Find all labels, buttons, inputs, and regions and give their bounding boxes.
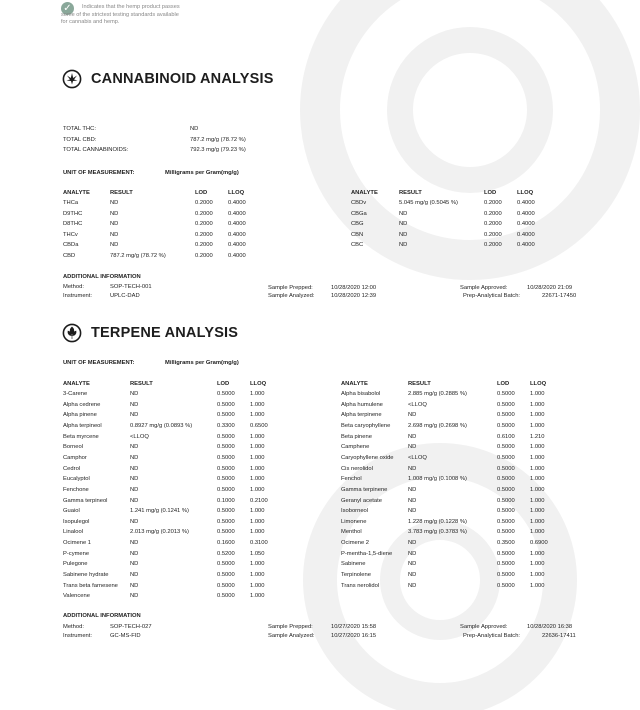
batch-value: 22671-17450 [542, 293, 577, 299]
total-label: TOTAL CBD: [63, 137, 97, 143]
table-cell: 0.5000 [217, 508, 235, 515]
table-cell: 0.2000 [195, 253, 213, 259]
sample-approved-label: Sample Approved: [460, 285, 508, 291]
total-value: 787.2 mg/g (78.72 %) [190, 137, 246, 143]
table-cell: ND [130, 486, 139, 493]
table-cell: Isopulegol [63, 518, 90, 525]
table-cell: 1.000 [250, 391, 265, 397]
instrument-value: UPLC-DAD [110, 293, 140, 299]
table-cell: 0.5000 [497, 497, 515, 504]
table-cell: Alpha terpineol [63, 422, 102, 429]
table-cell: 1.000 [530, 550, 545, 557]
table-cell: Alpha humulene [341, 401, 383, 408]
table-cell: ND [408, 465, 417, 472]
table-cell: Beta caryophyllene [341, 422, 391, 429]
column-header-analyte: ANALYTE [341, 381, 368, 387]
table-cell: CBC [351, 242, 364, 249]
table-cell: ND [110, 200, 119, 206]
cannabis-leaf-icon [62, 69, 82, 89]
table-cell: 1.000 [250, 401, 265, 408]
batch-label: Prep-Analytical Batch: [463, 633, 521, 639]
column-header-result: RESULT [130, 381, 153, 387]
table-cell: 0.5000 [217, 465, 235, 472]
table-cell: ND [399, 231, 408, 238]
table-cell: 0.2000 [484, 200, 502, 206]
table-cell: Valencene [63, 593, 90, 600]
column-header-lod: LOD [217, 381, 230, 387]
table-cell: 1.000 [530, 486, 545, 493]
table-cell: 0.5000 [497, 486, 515, 493]
table-cell: 0.5000 [217, 561, 235, 568]
table-cell: 1.000 [530, 582, 545, 589]
table-cell: Ocimene 2 [341, 540, 370, 547]
table-cell: 0.4000 [228, 253, 246, 259]
column-header-lod: LOD [484, 190, 497, 196]
table-cell: 0.5000 [497, 401, 515, 408]
table-cell: 0.6100 [497, 433, 515, 440]
table-cell: ND [408, 433, 417, 440]
table-cell: 1.241 mg/g (0.1241 %) [130, 508, 189, 515]
table-cell: 1.000 [250, 433, 265, 440]
table-cell: Trans beta farnesene [63, 582, 118, 589]
table-cell: Pulegone [63, 561, 88, 568]
sample-analyzed-label: Sample Analyzed: [268, 633, 315, 639]
table-cell: 0.5200 [217, 550, 235, 557]
table-cell: 0.2000 [195, 221, 213, 228]
table-cell: 0.4000 [228, 210, 246, 217]
table-cell: 0.5000 [497, 412, 515, 419]
total-value: 792.3 mg/g (79.23 %) [190, 147, 246, 153]
table-cell: 0.4000 [517, 242, 535, 249]
table-cell: Cedrol [63, 465, 81, 472]
table-cell: 2.698 mg/g (0.2698 %) [408, 422, 467, 429]
table-cell: 0.5000 [497, 529, 515, 536]
table-cell: 0.5000 [217, 518, 235, 525]
table-cell: 0.5000 [217, 486, 235, 493]
table-cell: Alpha cedrene [63, 401, 101, 408]
table-cell: 0.5000 [217, 412, 235, 419]
table-cell: 0.8927 mg/g (0.0893 %) [130, 422, 193, 429]
table-cell: 787.2 mg/g (78.72 %) [110, 253, 166, 259]
table-cell: Trans nerolidol [341, 582, 380, 589]
column-header-analyte: ANALYTE [63, 381, 90, 387]
column-header-lod: LOD [195, 190, 208, 196]
table-cell: 1.000 [250, 465, 265, 472]
instrument-label: Instrument: [63, 293, 92, 299]
table-cell: P-cymene [63, 550, 90, 557]
table-cell: THCa [63, 200, 79, 206]
table-cell: Isoborneol [341, 508, 369, 515]
table-cell: 1.000 [250, 476, 265, 483]
table-cell: 0.5000 [217, 572, 235, 579]
table-cell: 0.4000 [228, 200, 246, 206]
table-cell: 0.1000 [217, 497, 235, 504]
table-cell: 1.000 [250, 572, 265, 579]
method-label: Method: [63, 624, 84, 630]
additional-info-heading: ADDITIONAL INFORMATION [63, 274, 141, 280]
table-cell: 0.2100 [250, 497, 268, 504]
unit-value: Milligrams per Gram(mg/g) [165, 170, 239, 176]
table-cell: 0.5000 [217, 391, 235, 397]
table-cell: ND [130, 582, 139, 589]
table-cell: Caryophyllene oxide [341, 454, 394, 461]
sample-analyzed-label: Sample Analyzed: [268, 293, 315, 299]
table-cell: 0.4000 [517, 210, 535, 217]
table-cell: 0.5000 [217, 529, 235, 536]
additional-info-heading: ADDITIONAL INFORMATION [63, 613, 141, 619]
table-cell: 1.000 [530, 518, 545, 525]
table-cell: Sabinene [341, 561, 366, 568]
table-cell: 0.4000 [228, 231, 246, 238]
unit-value: Milligrams per Gram(mg/g) [165, 360, 239, 366]
column-header-lod: LOD [497, 381, 510, 387]
batch-label: Prep-Analytical Batch: [463, 293, 521, 299]
table-cell: 0.2000 [484, 210, 502, 217]
table-cell: 0.2000 [195, 231, 213, 238]
table-cell: Fenchol [341, 476, 362, 483]
table-cell: 0.3500 [497, 540, 515, 547]
column-header-result: RESULT [408, 381, 431, 387]
table-cell: ND [130, 518, 139, 525]
table-cell: D9THC [63, 210, 83, 217]
table-cell: 5.045 mg/g (0.5045 %) [399, 200, 458, 206]
table-cell: <LLOQ [408, 454, 427, 461]
table-cell: ND [408, 572, 417, 579]
sample-approved-value: 10/28/2020 21:09 [527, 285, 573, 291]
sample-prepped-label: Sample Prepped: [268, 624, 313, 630]
table-cell: 1.000 [530, 422, 545, 429]
total-value: ND [190, 126, 199, 132]
table-cell: 0.5000 [497, 465, 515, 472]
column-header-result: RESULT [399, 190, 422, 196]
table-cell: ND [110, 231, 119, 238]
table-cell: 0.4000 [228, 242, 246, 249]
table-cell: 1.000 [530, 572, 545, 579]
table-cell: ND [408, 508, 417, 515]
table-cell: ND [399, 221, 408, 228]
table-cell: ND [130, 401, 139, 408]
table-cell: ND [130, 550, 139, 557]
table-cell: ND [408, 540, 417, 547]
table-cell: 1.000 [250, 454, 265, 461]
table-cell: Gamma terpinene [341, 486, 388, 493]
method-value: SOP-TECH-027 [110, 624, 152, 630]
table-cell: ND [130, 476, 139, 483]
table-cell: Camphor [63, 454, 87, 461]
column-header-lloq: LLOQ [250, 381, 267, 387]
table-cell: 0.5000 [497, 454, 515, 461]
table-cell: Gamma terpineol [63, 497, 108, 504]
table-cell: 0.5000 [497, 444, 515, 451]
total-label: TOTAL THC: [63, 126, 96, 132]
table-cell: 1.000 [530, 497, 545, 504]
table-cell: Menthol [341, 529, 362, 536]
column-header-analyte: ANALYTE [351, 190, 378, 196]
table-cell: 0.1600 [217, 540, 235, 547]
table-cell: ND [408, 561, 417, 568]
table-cell: Fenchone [63, 486, 89, 493]
table-cell: Guaiol [63, 508, 80, 515]
table-cell: 0.2000 [484, 242, 502, 249]
sample-approved-value: 10/28/2020 16:38 [527, 624, 573, 630]
table-cell: CBD [63, 253, 76, 259]
terpene-flower-icon [62, 323, 82, 343]
sample-prepped-value: 10/27/2020 15:58 [331, 624, 377, 630]
instrument-label: Instrument: [63, 633, 92, 639]
sample-prepped-value: 10/28/2020 12:00 [331, 285, 377, 291]
sample-prepped-label: Sample Prepped: [268, 285, 313, 291]
table-cell: 0.4000 [228, 221, 246, 228]
table-cell: ND [408, 412, 417, 419]
table-cell: 1.000 [530, 508, 545, 515]
table-cell: ND [408, 550, 417, 557]
table-cell: D8THC [63, 221, 83, 228]
table-cell: ND [110, 210, 119, 217]
table-cell: P-mentha-1,5-diene [341, 550, 393, 557]
table-cell: ND [130, 561, 139, 568]
table-cell: 1.000 [250, 582, 265, 589]
table-cell: ND [110, 221, 119, 228]
table-cell: ND [130, 444, 139, 451]
column-header-lloq: LLOQ [517, 190, 534, 196]
table-cell: <LLOQ [130, 433, 149, 440]
column-header-lloq: LLOQ [228, 190, 245, 196]
table-cell: 1.228 mg/g (0.1228 %) [408, 518, 467, 525]
sample-approved-label: Sample Approved: [460, 624, 508, 630]
table-cell: 0.6500 [250, 422, 268, 429]
table-cell: 0.5000 [497, 550, 515, 557]
table-cell: ND [399, 242, 408, 249]
table-cell: 0.2000 [484, 221, 502, 228]
table-cell: 0.4000 [517, 231, 535, 238]
table-cell: 0.5000 [497, 518, 515, 525]
table-cell: 0.5000 [497, 508, 515, 515]
unit-label: UNIT OF MEASUREMENT: [63, 360, 135, 366]
table-cell: <LLOQ [408, 401, 427, 408]
table-cell: ND [130, 497, 139, 504]
table-cell: 0.5000 [217, 476, 235, 483]
table-cell: 0.2000 [195, 200, 213, 206]
table-cell: Limonene [341, 518, 367, 525]
pass-check-icon: ✓ [61, 2, 74, 15]
table-cell: Alpha pinene [63, 412, 97, 419]
table-cell: 1.000 [530, 412, 545, 419]
table-cell: 1.210 [530, 433, 545, 440]
table-cell: 3.783 mg/g (0.3783 %) [408, 529, 467, 536]
table-cell: 0.5000 [217, 433, 235, 440]
table-cell: ND [408, 444, 417, 451]
terpene-analysis-title: TERPENE ANALYSIS [91, 325, 239, 341]
table-cell: 0.4000 [517, 221, 535, 228]
table-cell: ND [399, 210, 408, 217]
table-cell: 1.000 [530, 444, 545, 451]
total-label: TOTAL CANNABINOIDS: [63, 147, 129, 153]
table-cell: Eucalyptol [63, 476, 90, 483]
table-cell: 0.5000 [497, 582, 515, 589]
legend-text-line: for cannabis and hemp. [61, 19, 120, 25]
table-cell: ND [130, 593, 139, 600]
method-label: Method: [63, 284, 84, 290]
unit-label: UNIT OF MEASUREMENT: [63, 170, 135, 176]
table-cell: Terpinolene [341, 572, 371, 579]
table-cell: 1.000 [250, 529, 265, 536]
table-cell: 1.000 [250, 593, 265, 600]
table-cell: 1.000 [530, 476, 545, 483]
legend-text-line: Indicates that the hemp product passes [82, 4, 180, 10]
table-cell: 0.5000 [217, 593, 235, 600]
table-cell: CBG [351, 221, 364, 228]
table-cell: Beta pinene [341, 433, 372, 440]
table-cell: 2.013 mg/g (0.2013 %) [130, 529, 189, 536]
table-cell: 0.2000 [484, 231, 502, 238]
method-value: SOP-TECH-001 [110, 284, 152, 290]
legend-text-line: some of the strictest testing standards available [61, 12, 179, 18]
table-cell: Beta myrcene [63, 433, 99, 440]
table-cell: 0.4000 [517, 200, 535, 206]
table-cell: Sabinene hydrate [63, 572, 109, 579]
table-cell: 0.5000 [217, 582, 235, 589]
table-cell: 1.000 [530, 465, 545, 472]
table-cell: 1.000 [530, 401, 545, 408]
column-header-analyte: ANALYTE [63, 190, 90, 196]
table-cell: 0.5000 [497, 572, 515, 579]
table-cell: ND [130, 572, 139, 579]
table-cell: Alpha terpinene [341, 412, 382, 419]
cannabinoid-analysis-title: CANNABINOID ANALYSIS [91, 71, 274, 87]
table-cell: 2.885 mg/g (0.2885 %) [408, 391, 467, 397]
table-cell: Alpha bisabolol [341, 391, 381, 397]
table-cell: 0.5000 [497, 422, 515, 429]
column-header-lloq: LLOQ [530, 381, 547, 387]
table-cell: 1.000 [250, 486, 265, 493]
table-cell: Cis nerolidol [341, 465, 373, 472]
table-cell: Geranyl acetate [341, 497, 382, 504]
table-cell: Borneol [63, 444, 83, 451]
table-cell: CBGa [351, 210, 367, 217]
table-cell: CBDa [63, 242, 79, 249]
table-cell: ND [130, 540, 139, 547]
table-cell: 1.000 [250, 518, 265, 525]
table-cell: 1.000 [250, 412, 265, 419]
table-cell: 0.6900 [530, 540, 548, 547]
table-cell: 0.5000 [217, 454, 235, 461]
table-cell: 1.008 mg/g (0.1008 %) [408, 476, 467, 483]
table-cell: Ocimene 1 [63, 540, 92, 547]
table-cell: 1.000 [250, 508, 265, 515]
table-cell: 0.2000 [195, 210, 213, 217]
table-cell: 1.000 [530, 529, 545, 536]
table-cell: 0.5000 [497, 391, 515, 397]
table-cell: 0.5000 [217, 401, 235, 408]
table-cell: 1.000 [530, 454, 545, 461]
table-cell: 0.3300 [217, 422, 235, 429]
table-cell: ND [130, 454, 139, 461]
table-cell: ND [408, 582, 417, 589]
table-cell: 0.5000 [497, 561, 515, 568]
batch-value: 22636-17411 [542, 633, 576, 639]
instrument-value: GC-MS-FID [110, 633, 141, 639]
sample-analyzed-value: 10/27/2020 16:15 [331, 633, 377, 639]
table-cell: Camphene [341, 444, 370, 451]
table-cell: THCv [63, 231, 78, 238]
table-cell: 0.3100 [250, 540, 268, 547]
table-cell: 1.000 [530, 561, 545, 568]
table-cell: ND [408, 497, 417, 504]
column-header-result: RESULT [110, 190, 133, 196]
table-cell: 1.050 [250, 550, 265, 557]
table-cell: 1.000 [530, 391, 545, 397]
table-cell: CBN [351, 231, 364, 238]
sample-analyzed-value: 10/28/2020 12:39 [331, 293, 377, 299]
table-cell: Linalool [63, 529, 83, 536]
table-cell: 3-Carene [63, 391, 88, 397]
table-cell: CBDv [351, 200, 367, 206]
table-cell: ND [130, 412, 139, 419]
table-cell: 1.000 [250, 561, 265, 568]
table-cell: 0.5000 [217, 444, 235, 451]
table-cell: 1.000 [250, 444, 265, 451]
table-cell: ND [130, 391, 139, 397]
table-cell: ND [110, 242, 119, 249]
table-cell: 0.2000 [195, 242, 213, 249]
table-cell: ND [130, 465, 139, 472]
table-cell: ND [408, 486, 417, 493]
table-cell: 0.5000 [497, 476, 515, 483]
